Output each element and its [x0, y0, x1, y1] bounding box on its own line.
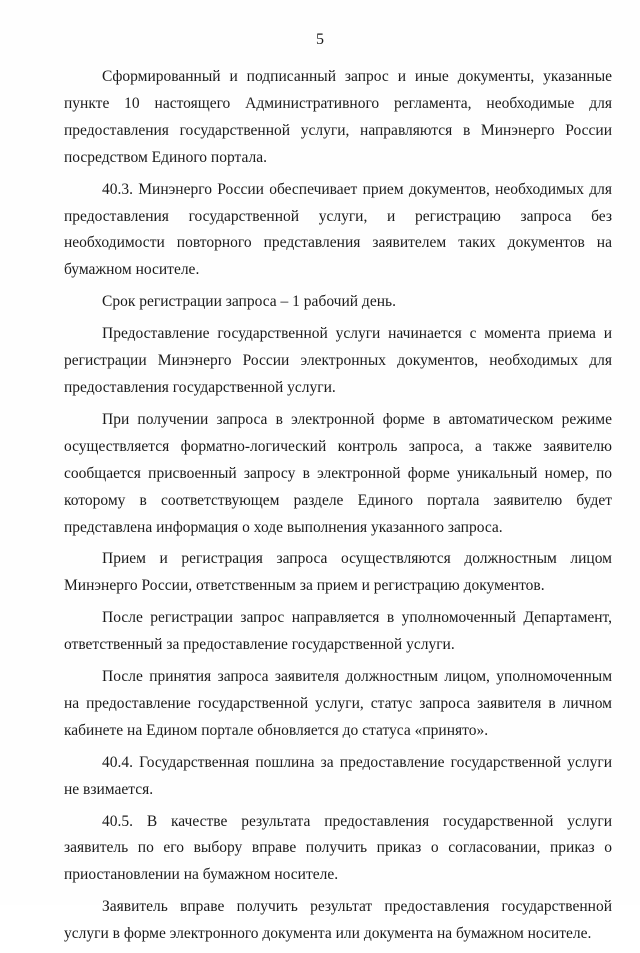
document-body [64, 64, 612, 953]
paragraph-40-4: 40.4. Государственная пошлина за предоставление государственной услуги не взимается. [64, 753, 612, 798]
paragraph-request-sent: Сформированный и подписанный запрос и иные документы, указанные пункте 10 настоящего Административного регламента, необходимые для предоставления государственной услуги, направляются в Минэнерго России посредством Единого портала. [64, 68, 612, 166]
paragraph-40-5: 40.5. В качестве результата предоставления государственной услуги заявитель по его выбору вправе получить приказ о согласовании, приказ о приостановлении на бумажном носителе. [64, 812, 612, 884]
paragraph-result-form: Заявитель вправе получить результат предоставления государственной услуги в форме электронного документа или документа на бумажном носителе. [64, 898, 612, 943]
paragraph-40-3: 40.3. Минэнерго России обеспечивает прием документов, необходимых для предоставления государственной услуги, и регистрацию запроса без необходимости повторного представления заявителем таких документов на бумажном носителе. [64, 180, 612, 279]
paragraph-format-control: При получении запроса в электронной форме в автоматическом режиме осуществляется форматно-логический контроль запроса, а также заявителю сообщается присвоенный запросу в электронной форме уникальный номер, по которому в соответствующем разделе Единого портала заявителю будет представлена информация о ходе выполнения указанного запроса. [64, 410, 612, 536]
paragraph-service-start: Предоставление государственной услуги начинается с момента приема и регистрации Минэнерго России электронных документов, необходимых для предоставления государственной услуги. [64, 325, 612, 396]
paragraph-status-update: После принятия запроса заявителя должностным лицом, уполномоченным на предоставление государственной услуги, статус запроса заявителя в личном кабинете на Едином портале обновляется до статуса «принято». [64, 668, 612, 739]
paragraph-registration-term: Срок регистрации запроса – 1 рабочий день. [102, 293, 396, 311]
paragraph-reception: Прием и регистрация запроса осуществляются должностным лицом Минэнерго России, ответственным за прием и регистрацию документов. [64, 550, 612, 595]
page-number: 5 [316, 31, 324, 48]
paragraph-forwarding: После регистрации запрос направляется в уполномоченный Департамент, ответственный за предоставление государственной услуги. [64, 609, 612, 654]
